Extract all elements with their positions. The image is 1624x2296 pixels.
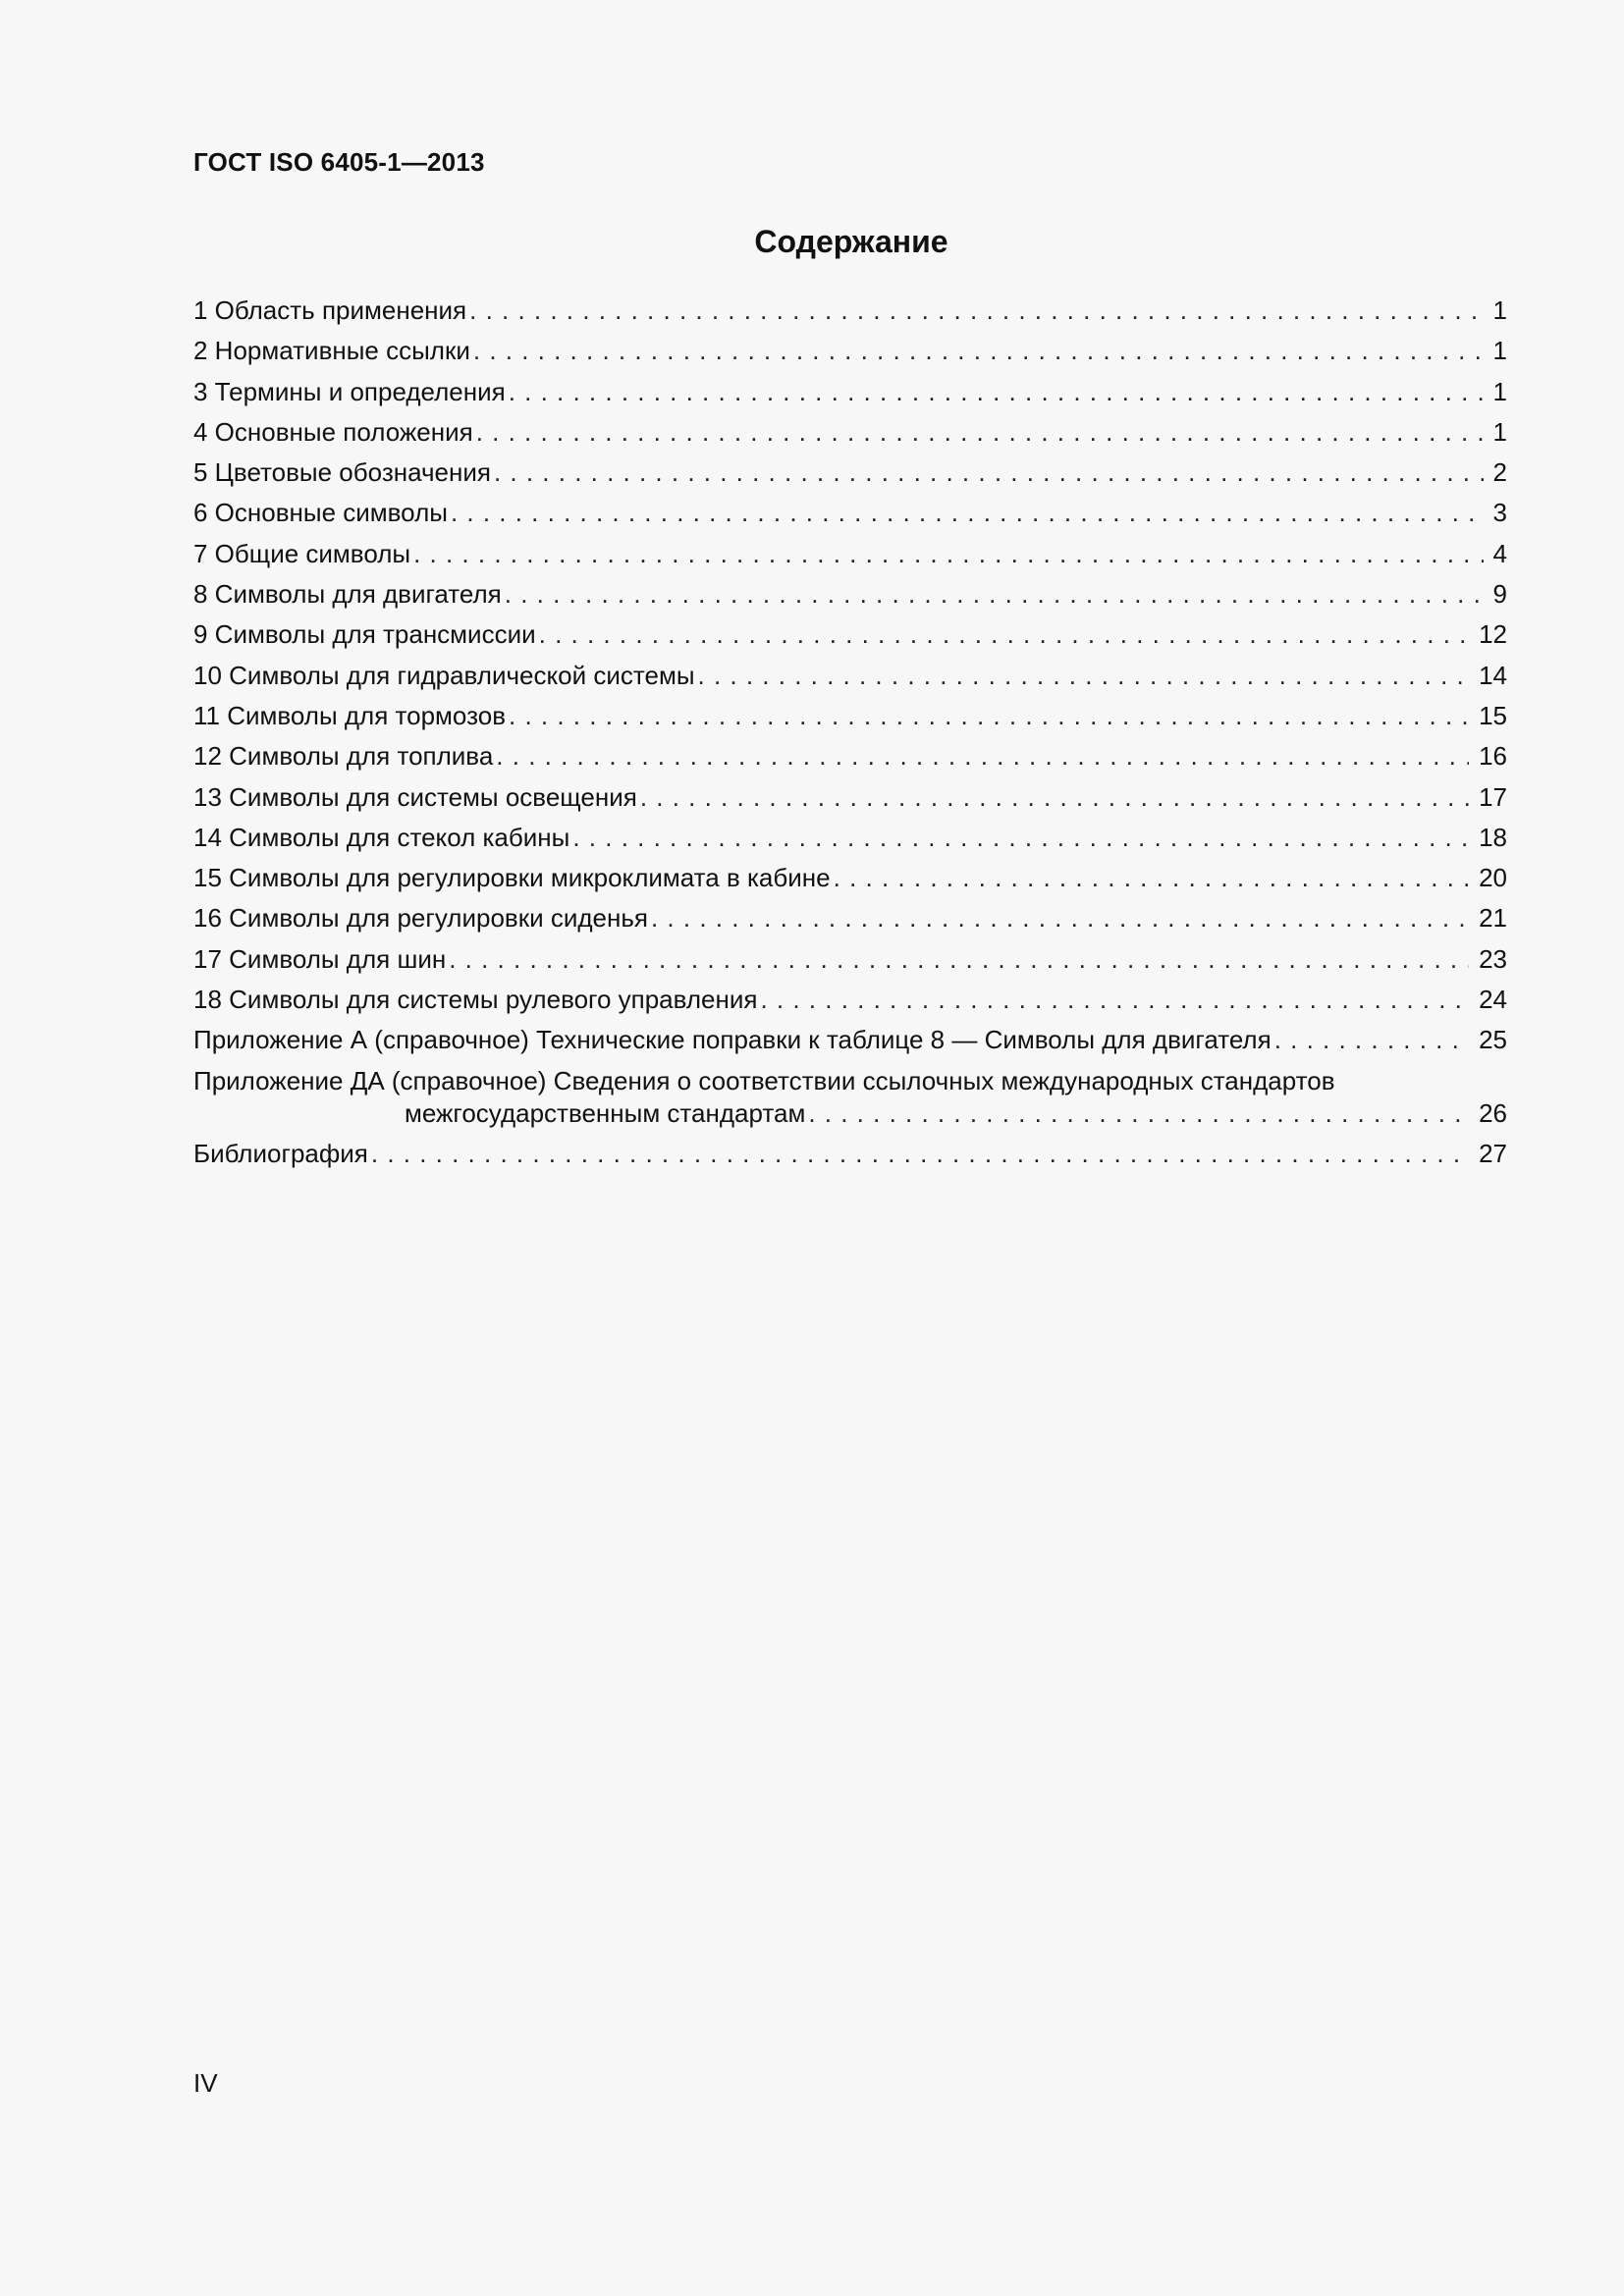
toc-entry-label: Библиография (193, 1138, 368, 1168)
toc-dot-leader (834, 858, 1469, 898)
toc-entry-label: 8 Символы для двигателя (193, 579, 502, 610)
toc-entry-page: 1 (1492, 376, 1507, 406)
toc-entry-label: 6 Основные символы (193, 498, 448, 528)
toc-entry-label: 3 Термины и определения (193, 376, 506, 406)
toc-entry-page: 25 (1479, 1025, 1507, 1055)
table-of-contents (193, 291, 1507, 1174)
toc-entry-page: 1 (1492, 295, 1507, 325)
toc-entry-page: 15 (1479, 700, 1507, 730)
toc-dot-leader (449, 939, 1469, 980)
toc-entry-page: 1 (1492, 336, 1507, 366)
toc-entry-page: 24 (1479, 985, 1507, 1015)
toc-entry-label: 5 Цветовые обозначения (193, 457, 491, 488)
toc-entry[interactable] (193, 777, 1507, 818)
toc-entry[interactable] (193, 939, 1507, 980)
toc-dot-leader (509, 696, 1469, 736)
toc-entry-label: 13 Символы для системы освещения (193, 781, 637, 812)
toc-dot-leader (476, 412, 1484, 453)
toc-entry[interactable] (193, 372, 1507, 412)
toc-entry[interactable] (193, 980, 1507, 1020)
toc-entry-bibliography[interactable] (193, 1134, 1507, 1174)
toc-entry-label: 10 Символы для гидравлической системы (193, 660, 695, 690)
toc-entry[interactable] (193, 656, 1507, 696)
toc-entry[interactable] (193, 818, 1507, 858)
toc-entry[interactable] (193, 412, 1507, 453)
toc-entry[interactable] (193, 493, 1507, 533)
toc-entry-appendix-da[interactable] (193, 1061, 1507, 1134)
toc-entry-label: 1 Область применения (193, 295, 467, 325)
toc-entry-page: 20 (1479, 863, 1507, 893)
toc-entry-label: 12 Символы для топлива (193, 741, 494, 772)
toc-entry-page: 4 (1492, 538, 1507, 568)
toc-dot-leader (413, 534, 1483, 574)
toc-entry-page: 26 (1479, 1097, 1507, 1128)
toc-title: Содержание (754, 224, 948, 259)
toc-dot-leader (496, 736, 1469, 776)
toc-entry[interactable] (193, 614, 1507, 655)
toc-dot-leader (640, 777, 1469, 818)
toc-entry-label: 16 Символы для регулировки сиденья (193, 903, 648, 934)
toc-dot-leader (505, 574, 1484, 614)
toc-entry-line2 (193, 1097, 1507, 1130)
toc-entry[interactable] (193, 331, 1507, 371)
toc-entry-label: 11 Символы для тормозов (193, 700, 507, 730)
toc-entry-label: 9 Символы для трансмиссии (193, 619, 536, 650)
toc-dot-leader (651, 898, 1469, 938)
toc-dot-leader (371, 1134, 1469, 1174)
toc-entry-page: 2 (1492, 457, 1507, 488)
toc-entry-label: 4 Основные положения (193, 416, 473, 447)
toc-dot-leader (473, 331, 1484, 371)
toc-entry-page: 1 (1492, 416, 1507, 447)
toc-entry[interactable] (193, 858, 1507, 898)
toc-entry-page: 12 (1479, 619, 1507, 650)
toc-dot-leader (509, 372, 1484, 412)
toc-entry[interactable] (193, 696, 1507, 736)
toc-entry-page: 9 (1492, 579, 1507, 610)
toc-entry-appendix-a[interactable] (193, 1020, 1507, 1060)
page-number: IV (193, 2068, 218, 2098)
toc-entry-page: 17 (1479, 781, 1507, 812)
toc-entry-page: 16 (1479, 741, 1507, 772)
toc-entry-label: Приложение А (справочное) Технические поправки к таблице 8 — Символы для двигателя (193, 1025, 1272, 1055)
toc-entry[interactable] (193, 453, 1507, 493)
toc-dot-leader (1274, 1020, 1469, 1060)
toc-dot-leader (808, 1097, 1469, 1130)
toc-dot-leader (451, 493, 1484, 533)
toc-entry-label-line1: Приложение ДА (справочное) Сведения о соответствии ссылочных международных стандартов (193, 1065, 1335, 1095)
toc-entry-label-line2: межгосударственным стандартам (405, 1097, 806, 1128)
toc-entry-label: 7 Общие символы (193, 538, 411, 568)
toc-entry-label: 18 Символы для системы рулевого управления (193, 985, 758, 1015)
toc-entry[interactable] (193, 291, 1507, 331)
toc-dot-leader (698, 656, 1470, 696)
toc-entry[interactable] (193, 534, 1507, 574)
toc-entry-label: 17 Символы для шин (193, 943, 447, 974)
toc-entry[interactable] (193, 898, 1507, 938)
toc-entry-page: 18 (1479, 822, 1507, 852)
toc-entry-page: 14 (1479, 660, 1507, 690)
toc-entry-page: 27 (1479, 1138, 1507, 1168)
toc-dot-leader (494, 453, 1484, 493)
toc-entry-label: 14 Символы для стекол кабины (193, 822, 570, 852)
toc-dot-leader (572, 818, 1469, 858)
toc-dot-leader (760, 980, 1469, 1020)
toc-dot-leader (469, 291, 1483, 331)
toc-entry-label: 15 Символы для регулировки микроклимата в кабине (193, 863, 831, 893)
toc-entry[interactable] (193, 736, 1507, 776)
toc-entry-page: 21 (1479, 903, 1507, 934)
toc-entry-page: 23 (1479, 943, 1507, 974)
toc-entry-label: 2 Нормативные ссылки (193, 336, 470, 366)
document-standard-code: ГОСТ ISO 6405-1—2013 (193, 147, 485, 177)
toc-entry-page: 3 (1492, 498, 1507, 528)
toc-dot-leader (539, 614, 1469, 655)
toc-entry[interactable] (193, 574, 1507, 614)
